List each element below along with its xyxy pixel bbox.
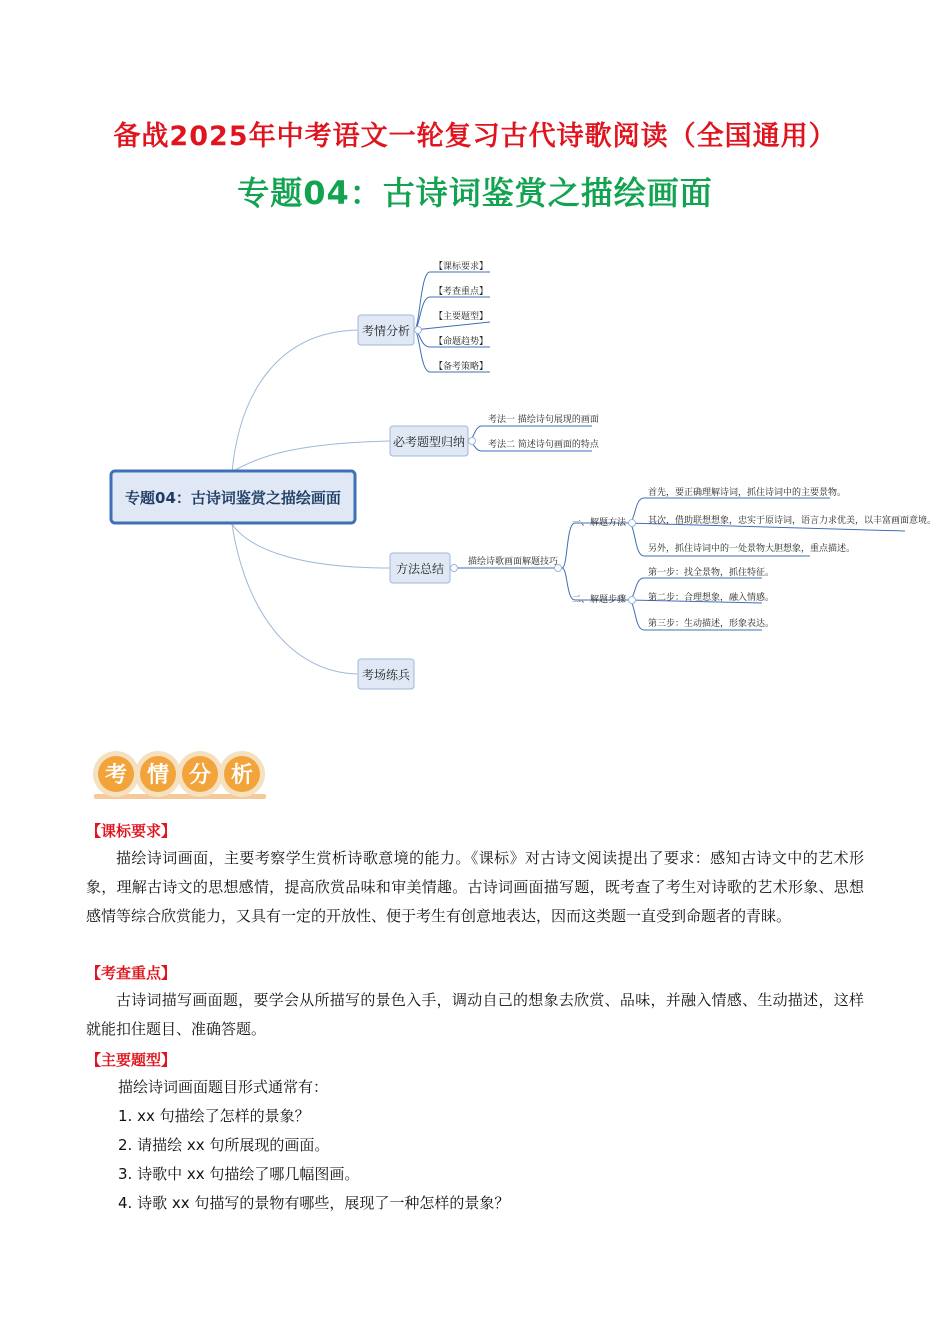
badge-char: 析 (230, 763, 254, 788)
section-paragraph: 古诗词描写画面题，要学会从所描写的景色入手，调动自己的想象去欣赏、品味，并融入情感、生动描述，这样就能扣住题目、准确答题。 (86, 991, 864, 1038)
list-item: 2. 请描绘 xx 句所展现的画面。 (118, 1136, 330, 1154)
list-item: 1. xx 句描绘了怎样的景象？ (118, 1107, 310, 1125)
section-key-points (0, 960, 950, 1044)
mindmap-branch4-label: 考场练兵 (361, 668, 411, 682)
section-curriculum (0, 818, 950, 931)
badge-char: 分 (188, 763, 212, 788)
mindmap-leaf: 二、解题步骤 (572, 595, 627, 605)
mindmap-leaf: 【主要题型】 (434, 312, 489, 322)
mindmap-branch1-label: 考情分析 (361, 324, 411, 338)
mindmap-leaf: 【课标要求】 (434, 262, 489, 272)
mindmap-leaf: 首先，要正确理解诗词，抓住诗词中的主要景物。 (648, 488, 847, 498)
section-heading: 【主要题型】 (86, 1051, 177, 1069)
document-title: 备战2025年中考语文一轮复习古代诗歌阅读（全国通用） (113, 121, 837, 152)
list-item: 3. 诗歌中 xx 句描绘了哪几幅图画。 (118, 1165, 360, 1183)
mindmap-leaf: 【考查重点】 (434, 287, 489, 297)
mindmap-leaf: 第三步：生动描述，形象表达。 (648, 619, 775, 629)
mindmap-leaf: 【命题趋势】 (434, 337, 489, 347)
section-paragraph: 描绘诗词画面，主要考察学生赏析诗歌意境的能力。《课标》对古诗文阅读提出了要求：感知古诗文中的艺术形象，理解古诗文的思想感情，提高欣赏品味和审美情趣。古诗词画面描写题，既考查了考生对诗歌的艺术形象、思想感情等综合欣赏能力，又具有一定的开放性、便于考生有创意地表达，因而这类题一直受到命题者的青睐。 (86, 849, 864, 925)
connector-root-branch3 (232, 524, 390, 568)
mindmap-leaf: 一、解题方法 (572, 518, 627, 528)
connector-root-branch1 (232, 330, 357, 472)
section-heading: 【课标要求】 (86, 822, 177, 840)
mindmap-root-label: 专题04：古诗词鉴赏之描绘画面 (125, 489, 341, 507)
connector-root-branch4 (232, 524, 357, 674)
mind-map (0, 250, 950, 700)
mindmap-leaf: 其次，借助联想想象，忠实于原诗词，语言力求优美，以丰富画面意境。 (648, 516, 937, 526)
mindmap-branch3-label: 方法总结 (395, 562, 445, 576)
section-heading: 【考查重点】 (86, 964, 177, 982)
mindmap-leaf: 考法二 简述诗句画面的特点 (488, 440, 599, 450)
badge-char: 情 (146, 763, 170, 788)
connector-root-branch2 (232, 441, 390, 472)
mindmap-branch2-label: 必考题型归纳 (392, 435, 466, 449)
list-item: 4. 诗歌 xx 句描写的景物有哪些，展现了一种怎样的景象？ (118, 1194, 510, 1212)
mindmap-leaf: 另外，抓住诗词中的一处景物大胆想象，重点描述。 (648, 544, 856, 554)
mindmap-leaf: 【备考策略】 (434, 362, 489, 372)
mindmap-leaf: 描绘诗歌画面解题技巧 (468, 557, 559, 567)
document-subtitle: 专题04：古诗词鉴赏之描绘画面 (237, 174, 713, 212)
mindmap-leaf: 第一步：找全景物，抓住特征。 (648, 568, 775, 578)
section-badge (88, 748, 273, 806)
mindmap-leaf: 考法一 描绘诗句展现的画面 (488, 415, 599, 425)
section-question-types (0, 1047, 950, 1218)
question-intro: 描绘诗词画面题目形式通常有： (118, 1078, 329, 1096)
mindmap-leaf: 第二步：合理想象，融入情感。 (648, 593, 775, 603)
badge-char: 考 (104, 763, 128, 788)
